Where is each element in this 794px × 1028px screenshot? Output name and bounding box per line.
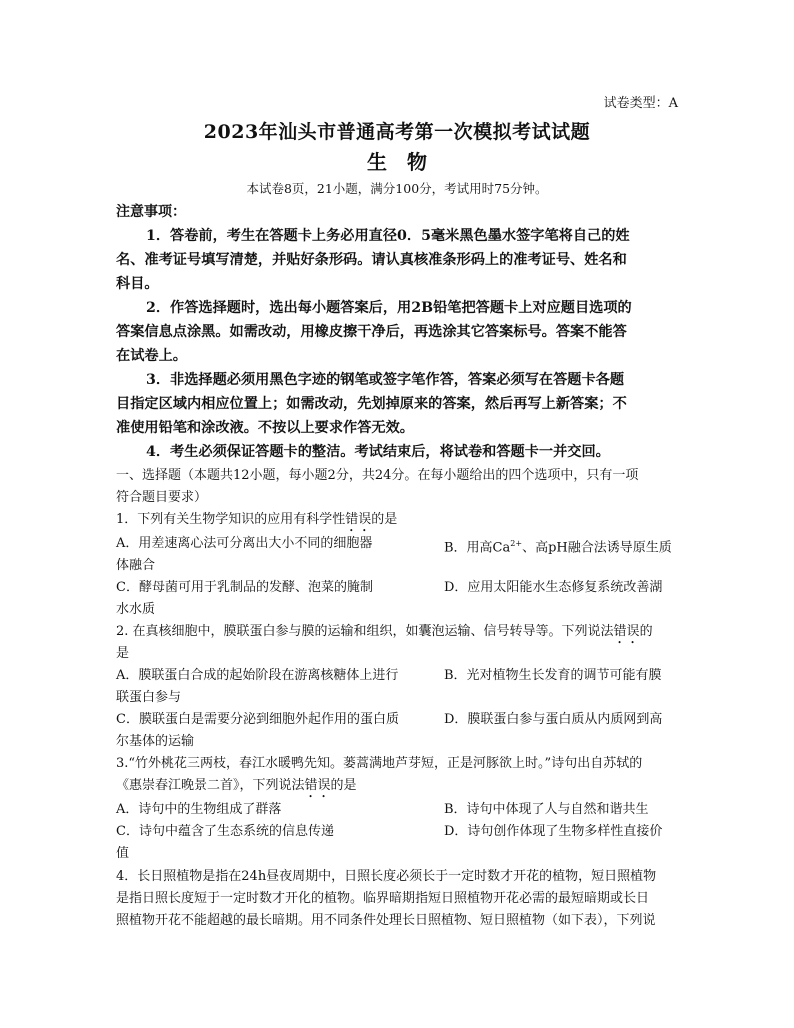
question-3-option-d: D．诗句创作体现了生物多样性直接价 [444, 824, 663, 839]
question-2-option-c: C．膜联蛋白是需要分泌到细胞外起作用的蛋白质 [116, 712, 399, 727]
question-1-option-b-continued: 体融合 [116, 558, 156, 573]
question-1-option-d-continued: 水水质 [116, 602, 156, 617]
question-2-option-b: B．光对植物生长发育的调节可能有膜 [444, 668, 662, 683]
notice-item-1-line-2: 名、准考证号填写清楚，并贴好条形码。请认真核准条形码上的准考证号、姓名和 [116, 252, 627, 268]
question-2-options-ab [116, 665, 682, 687]
question-3-option-b: B．诗句中体现了人与自然和谐共生 [444, 802, 649, 817]
question-2-option-a: A．膜联蛋白合成的起始阶段在游离核糖体上进行 [116, 668, 399, 683]
question-3-option-c: C．诗句中蕴含了生态系统的信息传递 [116, 824, 334, 839]
notice-item-3-line-3: 准使用铅笔和涂改液。不按以上要求作答无效。 [116, 420, 414, 436]
notice-item-4-line-1: 4．考生必须保证答题卡的整洁。考试结束后，将试卷和答题卡一并交回。 [146, 444, 610, 460]
question-3-options-ab [116, 799, 682, 821]
question-4-stem-line-3: 照植物开花不能超越的最长暗期。用不同条件处理长日照植物、短日照植物（如下表），下列说 [116, 913, 656, 928]
subject-char-2: 物 [407, 150, 427, 174]
question-3-option-a: A．诗句中的生物组成了群落 [116, 802, 282, 817]
question-1-options-ab [116, 533, 682, 555]
question-2-option-d-continued: 尔基体的运输 [116, 734, 195, 749]
question-4-stem-line-1: 4．长日照植物是指在24h昼夜周期中，日照长度必须长于一定时数才开花的植物，短日照植物 [116, 869, 657, 884]
question-1-option-d: D．应用太阳能水生态修复系统改善湖 [444, 580, 663, 595]
question-2-options-cd [116, 709, 682, 731]
subject-title [0, 146, 794, 175]
notice-item-2-line-3: 在试卷上。 [116, 348, 187, 364]
question-3-stem-line-1: 3.“竹外桃花三两枝，春江水暖鸭先知。蒌蒿满地芦芽短，正是河豚欲上时。”诗句出自苏轼的 [116, 756, 643, 771]
notice-item-1-line-1: 1．答卷前，考生在答题卡上务必用直径0．5毫米黑色墨水签字笔将自己的姓 [146, 228, 630, 244]
question-2-stem-line-1: 2. 在真核细胞中，膜联蛋白参与膜的运输和组织，如囊泡运输、信号转导等。下列说法错误的 [116, 624, 653, 639]
exam-info: 本试卷8页，21小题，满分100分，考试用时75分钟。 [246, 181, 548, 196]
question-3-stem-line-2: 《惠崇春江晚景二首》，下列说法错误的是 [116, 778, 357, 793]
notice-item-1-line-3: 科目。 [116, 276, 159, 292]
question-2-stem-line-2: 是 [116, 646, 130, 661]
subject-char-1: 生 [367, 150, 387, 174]
paper-type: 试卷类型：A [603, 96, 678, 111]
notice-item-2-line-2: 答案信息点涂黑。如需改动，用橡皮擦干净后，再选涂其它答案标号。答案不能答 [116, 324, 627, 340]
emphasis-text: 错误 [304, 778, 331, 793]
exam-title: 2023年汕头市普通高考第一次模拟考试试题 [203, 121, 591, 143]
question-1-option-a: A．用差速离心法可分离出大小不同的细胞器 [116, 536, 373, 551]
emphasis-text: 错误 [613, 624, 640, 639]
question-3-option-d-continued: 值 [116, 846, 130, 861]
emphasis-text: 错误 [345, 512, 372, 527]
question-1-option-c: C．酵母菌可用于乳制品的发酵、泡菜的腌制 [116, 580, 373, 595]
notice-heading: 注意事项： [116, 204, 186, 220]
question-2-option-b-continued: 联蛋白参与 [116, 690, 182, 705]
section-1-instructions-line-2: 符合题目要求） [116, 490, 208, 505]
notice-item-2-line-1: 2．作答选择题时，选出每小题答案后，用2B铅笔把答题卡上对应题目选项的 [146, 300, 632, 316]
question-4-stem-line-2: 是指日照长度短于一定时数才开化的植物。临界暗期指短日照植物开花必需的最短暗期或长日 [116, 891, 650, 906]
question-3-options-cd [116, 821, 682, 843]
notice-item-3-line-2: 目指定区域内相应位置上；如需改动，先划掉原来的答案，然后再写上新答案；不 [116, 396, 627, 412]
notice-item-3-line-1: 3．非选择题必须用黑色字迹的钢笔或签字笔作答，答案必须写在答题卡各题 [146, 372, 625, 388]
section-1-instructions-line-1: 一、选择题（本题共12小题，每小题2分，共24分。在每小题给出的四个选项中，只有一项 [116, 468, 639, 483]
question-1-stem: 1．下列有关生物学知识的应用有科学性错误的是 [116, 512, 398, 527]
question-1-option-b: B．用高$Ca^{2+}$、高pH融合法诱导原生质 [444, 539, 672, 556]
question-2-option-d: D．膜联蛋白参与蛋白质从内质网到高 [444, 712, 663, 727]
question-1-options-cd [116, 577, 682, 599]
